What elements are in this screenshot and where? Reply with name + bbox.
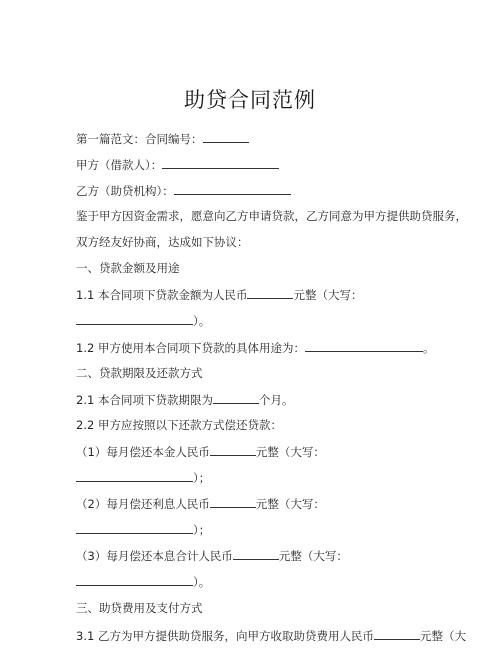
clause-1-2-close: 。 xyxy=(422,341,435,355)
total-words-blank xyxy=(76,573,193,586)
clause-1-1-cont-line xyxy=(76,312,210,329)
loan-amount-blank xyxy=(247,286,293,299)
party-a-blank xyxy=(162,156,279,169)
clause-3-1-tail: 元整（大 xyxy=(419,629,466,643)
party-b-label: 乙方（助贷机构）： xyxy=(76,184,174,198)
total-amount-blank xyxy=(233,547,279,560)
interest-words-blank xyxy=(76,521,193,534)
preamble-line-2: 双方经友好协商，达成如下协议： xyxy=(76,235,249,249)
repay-interest-line xyxy=(76,495,325,512)
clause-2-2-line: 2.2 甲方应按照以下还款方式偿还贷款： xyxy=(76,418,282,432)
clause-1-2-text: 1.2 甲方使用本合同项下贷款的具体用途为： xyxy=(76,341,305,355)
repay-principal-close: ）； xyxy=(193,471,211,485)
loan-term-blank xyxy=(213,391,259,404)
loan-amount-words-blank xyxy=(76,312,193,325)
section-2-heading: 二、贷款期限及还款方式 xyxy=(76,366,203,380)
repay-total-cont-line xyxy=(76,573,210,590)
clause-2-1-line xyxy=(76,391,293,408)
clause-1-1-tail: 元整（大写： xyxy=(293,288,363,302)
contract-number-blank xyxy=(203,130,249,143)
clause-3-1-line xyxy=(76,627,466,644)
party-b-line xyxy=(76,182,291,199)
repay-principal-line xyxy=(76,443,325,460)
party-b-blank xyxy=(174,182,291,195)
clause-1-1-text: 1.1 本合同项下贷款金额为人民币 xyxy=(76,288,248,302)
contract-number-label: 第一篇范文：合同编号： xyxy=(76,132,203,146)
loan-purpose-blank xyxy=(305,339,423,352)
repay-principal-cont-line xyxy=(76,469,210,486)
section-1-heading: 一、贷款金额及用途 xyxy=(76,261,180,275)
repay-total-tail: 元整（大写： xyxy=(278,549,348,563)
repay-interest-text: （2）每月偿还利息人民币 xyxy=(76,497,210,511)
principal-words-blank xyxy=(76,469,193,482)
clause-2-1-text: 2.1 本合同项下贷款期限为 xyxy=(76,393,213,407)
party-a-line xyxy=(76,156,279,173)
fee-amount-blank xyxy=(374,627,420,640)
principal-amount-blank xyxy=(210,443,256,456)
repay-principal-tail: 元整（大写： xyxy=(255,445,325,459)
repay-interest-tail: 元整（大写： xyxy=(255,497,325,511)
page-title: 助贷合同范例 xyxy=(184,88,316,112)
contract-number-line xyxy=(76,130,249,147)
clause-2-1-tail: 个月。 xyxy=(258,393,294,407)
repay-interest-cont-line xyxy=(76,521,210,538)
repay-principal-text: （1）每月偿还本金人民币 xyxy=(76,445,210,459)
repay-total-line xyxy=(76,547,348,564)
repay-total-text: （3）每月偿还本息合计人民币 xyxy=(76,549,233,563)
clause-1-1-close: ）。 xyxy=(193,314,211,328)
clause-1-1-line xyxy=(76,286,362,303)
interest-amount-blank xyxy=(210,495,256,508)
repay-interest-close: ）； xyxy=(193,523,211,537)
repay-total-close: ）。 xyxy=(193,575,211,589)
party-a-label: 甲方（借款人）： xyxy=(76,158,163,172)
section-3-heading: 三、助贷费用及支付方式 xyxy=(76,601,203,615)
preamble-line-1: 鉴于甲方因资金需求，愿意向乙方申请贷款，乙方同意为甲方提供助贷服务， xyxy=(76,209,467,223)
clause-3-1-text: 3.1 乙方为甲方提供助贷服务，向甲方收取助贷费用人民币 xyxy=(76,629,374,643)
clause-1-2-line xyxy=(76,339,434,356)
